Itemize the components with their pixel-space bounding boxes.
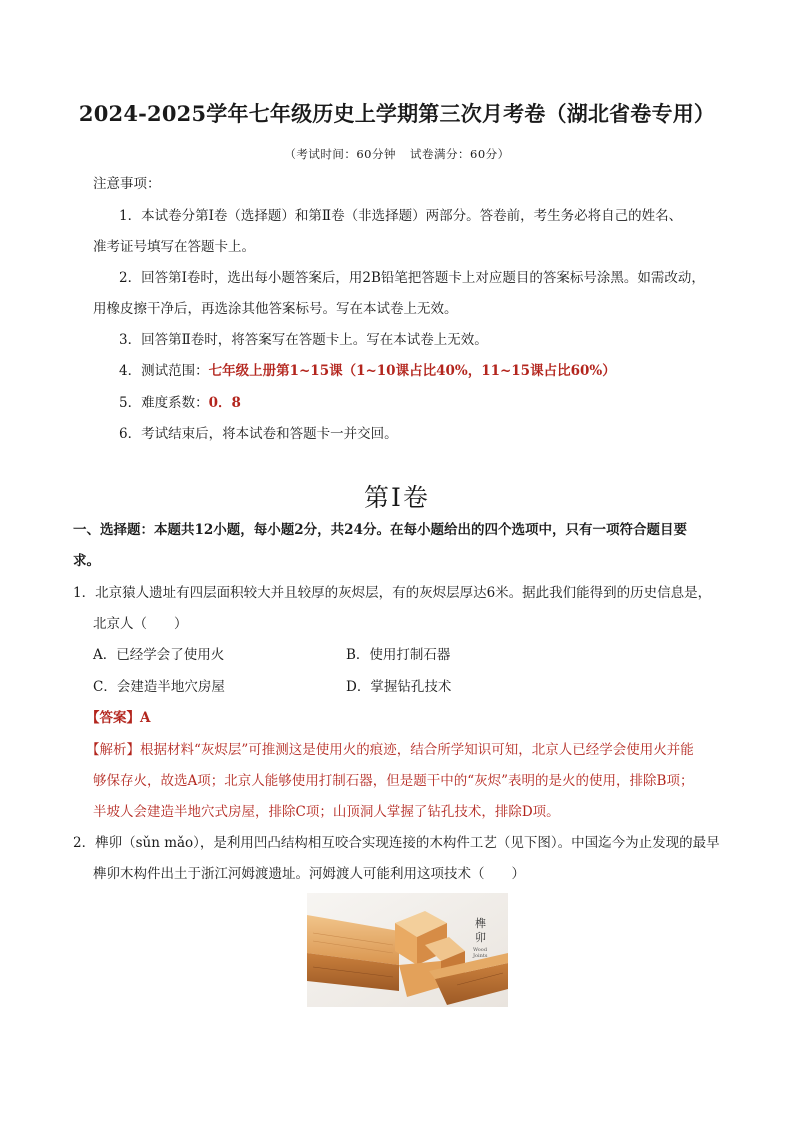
notice-item-2-line-2: 用橡皮擦干净后，再选涂其他答案标号。写在本试卷上无效。 (93, 301, 458, 317)
part1-line-1: 一、选择题：本题共12小题，每小题2分，共24分。在每小题给出的四个选项中，只有一项符合题目要 (73, 522, 687, 538)
exam-subtitle (0, 146, 794, 162)
part1-line-2: 求。 (73, 553, 100, 569)
notice-item-2-line-1: 2．回答第Ⅰ卷时，选出每小题答案后，用2B铅笔把答题卡上对应题目的答案标号涂黑。如需改动， (119, 270, 705, 286)
notice-item-1-line-1: 1．本试卷分第Ⅰ卷（选择题）和第Ⅱ卷（非选择题）两部分。答卷前，考生务必将自己的姓名、 (119, 208, 683, 224)
notice-item-3: 3．回答第Ⅱ卷时，将答案写在答题卡上。写在本试卷上无效。 (119, 332, 488, 348)
q1-analysis-line-2: 够保存火，故选A项；北京人能够使用打制石器，但是题干中的“灰烬”表明的是火的使用，排除B项； (93, 773, 694, 789)
exam-score: 试卷满分：60分） (410, 147, 510, 161)
exam-title: 2024-2025学年七年级历史上学期第三次月考卷（湖北省卷专用） (78, 101, 716, 126)
q1-analysis-line-3: 半坡人会建造半地穴式房屋，排除C项；山顶洞人掌握了钻孔技术，排除D项。 (93, 804, 560, 820)
q1-option-b: B．使用打制石器 (346, 647, 451, 663)
notice-item-4 (119, 361, 616, 381)
q2-stem-line-2: 榫卯木构件出土于浙江河姆渡遗址。河姆渡人可能利用这项技术（ ） (93, 866, 525, 882)
mortise-tenon-photo (307, 893, 508, 1007)
notice-item-4-label: 4．测试范围： (119, 363, 209, 379)
difficulty-value: 0．8 (208, 395, 241, 411)
figure-label-cn-2: 卯 (475, 931, 486, 944)
section-title: 第Ⅰ卷 (364, 483, 430, 512)
figure-label-en-1: Wood (473, 947, 488, 953)
figure-label-cn-1: 榫 (475, 917, 486, 930)
q1-stem-line-2: 北京人（ ） (93, 616, 188, 632)
q2-stem-line-1: 2．榫卯（sǔn mǎo），是利用凹凸结构相互咬合实现连接的木构件工艺（见下图）。中国迄今为止发现的最早 (73, 835, 720, 851)
notice-item-5 (119, 393, 241, 413)
exam-time: （考试时间：60分钟 (284, 147, 396, 161)
notice-item-1-line-2: 准考证号填写在答题卡上。 (93, 239, 255, 255)
test-scope: 七年级上册第1~15课（1~10课占比40%，11~15课占比60%） (208, 363, 616, 379)
q1-option-a: A．已经学会了使用火 (93, 647, 225, 663)
mortise-tenon-illustration (307, 893, 508, 1007)
notice-item-5-label: 5．难度系数： (119, 395, 209, 411)
notice-item-6: 6．考试结束后，将本试卷和答题卡一并交回。 (119, 426, 398, 442)
q1-analysis-line-1: 【解析】根据材料“灰烬层”可推测这是使用火的痕迹，结合所学知识可知，北京人已经学会使用火并能 (86, 742, 694, 758)
figure-label-en-2: Joints (473, 953, 488, 959)
q1-option-c: C．会建造半地穴房屋 (93, 679, 225, 695)
q1-stem-line-1: 1．北京猿人遗址有四层面积较大并且较厚的灰烬层，有的灰烬层厚达6米。据此我们能得到的历史信息是， (73, 585, 712, 601)
q1-answer: 【答案】A (86, 710, 151, 726)
q1-option-d: D．掌握钻孔技术 (346, 679, 452, 695)
notice-heading: 注意事项： (93, 176, 161, 192)
